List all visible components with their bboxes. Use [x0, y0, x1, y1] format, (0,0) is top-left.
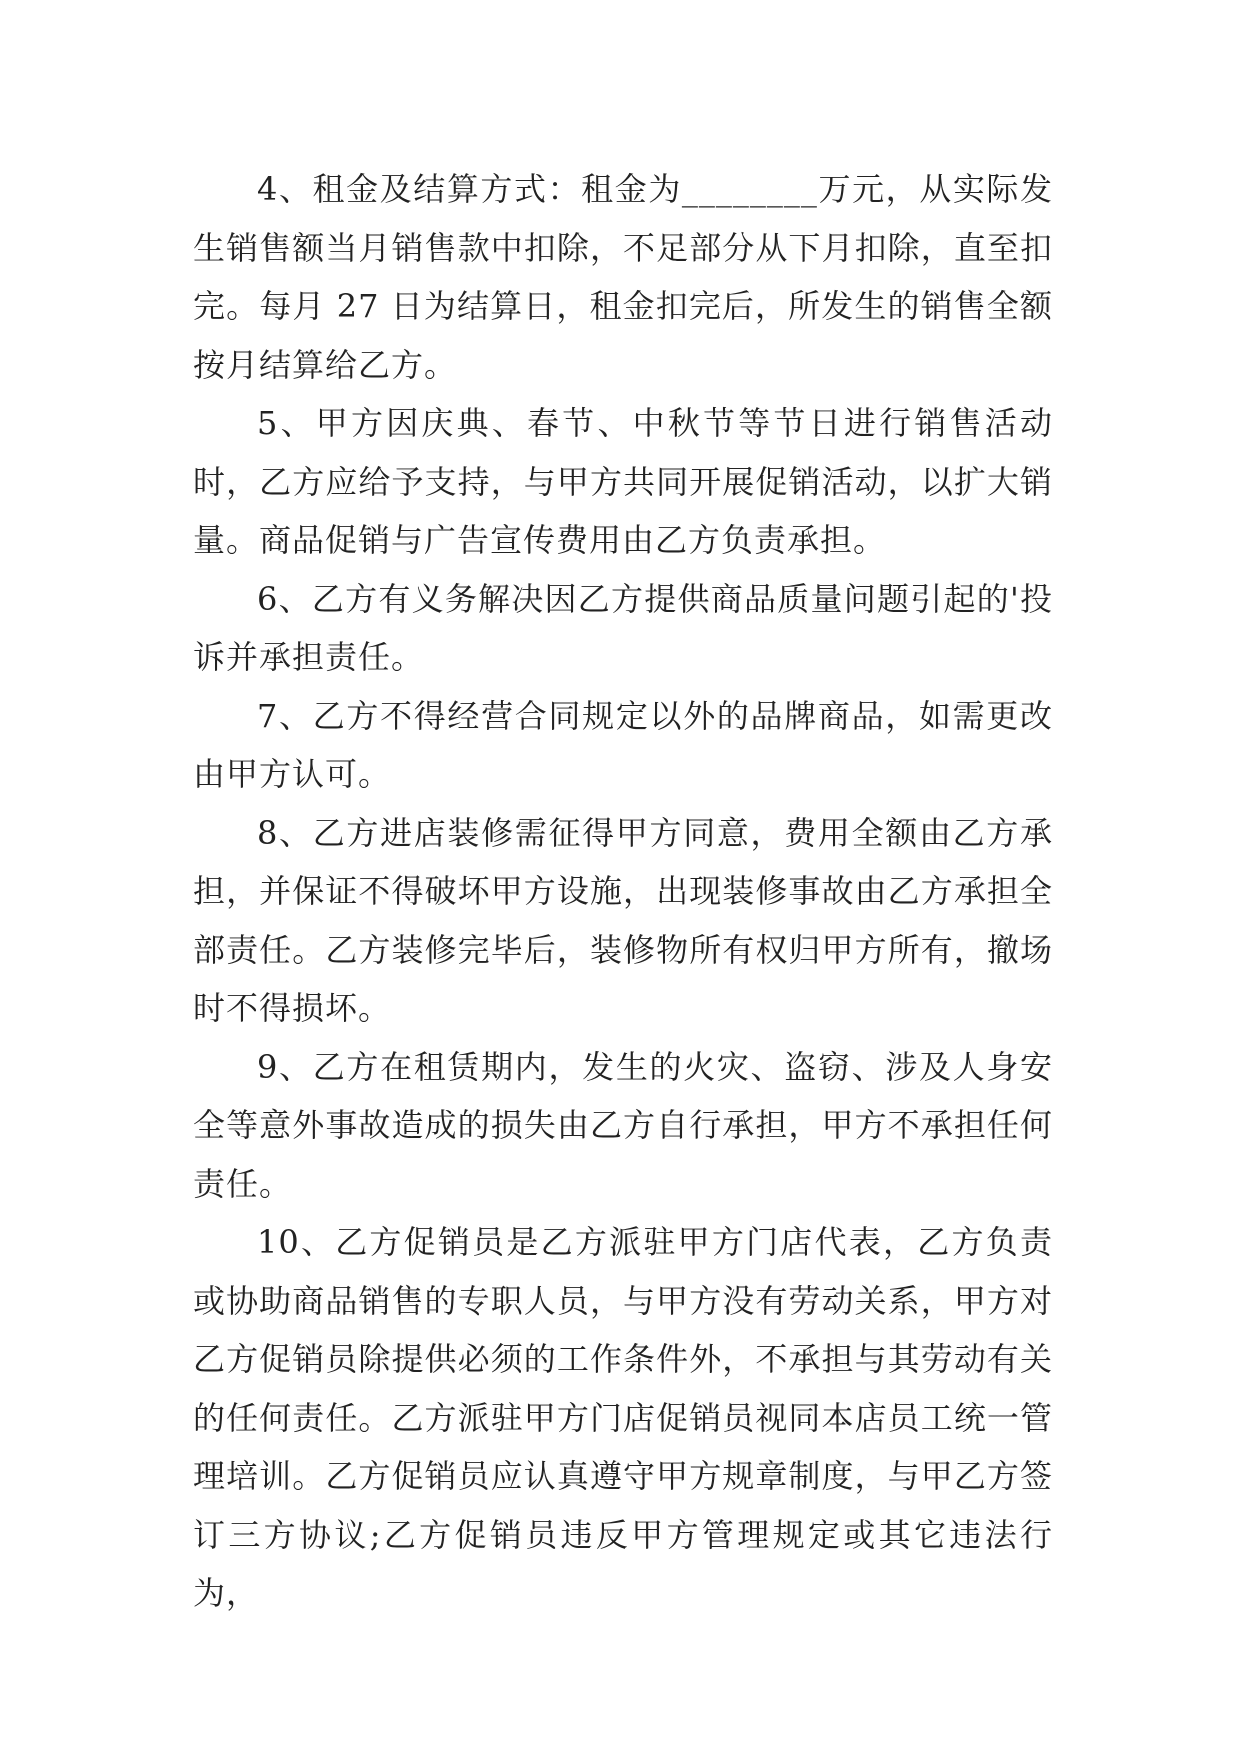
document-body	[193, 160, 1053, 1623]
clause-6-quality-complaints: 6、乙方有义务解决因乙方提供商品质量问题引起的'投诉并承担责任。	[193, 579, 1053, 676]
clause-9-accident-liability: 9、乙方在租赁期内，发生的火灾、盗窃、涉及人身安全等意外事故造成的损失由乙方自行承担，甲方不承担任何责任。	[193, 1047, 1053, 1203]
clause-10-promoter-staff: 10、乙方促销员是乙方派驻甲方门店代表，乙方负责或协助商品销售的专职人员，与甲方没有劳动关系，甲方对乙方促销员除提供必须的工作条件外，不承担与其劳动有关的任何责任。乙方派驻甲方门店促销员视同本店员工统一管理培训。乙方促销员应认真遵守甲方规章制度，与甲乙方签订三方协议;乙方促销员违反甲方管理规定或其它违法行为，	[193, 1223, 1053, 1612]
clause-4-rent-settlement: 4、租金及结算方式：租金为________万元，从实际发生销售额当月销售款中扣除，不足部分从下月扣除，直至扣完。每月 27 日为结算日，租金扣完后，所发生的销售全额按月结算给乙方。	[193, 170, 1053, 384]
clause-5-promotion-activities: 5、甲方因庆典、春节、中秋节等节日进行销售活动时，乙方应给予支持，与甲方共同开展促销活动，以扩大销量。商品促销与广告宣传费用由乙方负责承担。	[193, 404, 1053, 559]
clause-8-renovation: 8、乙方进店装修需征得甲方同意，费用全额由乙方承担，并保证不得破坏甲方设施，出现装修事故由乙方承担全部责任。乙方装修完毕后，装修物所有权归甲方所有，撤场时不得损坏。	[193, 813, 1053, 1027]
clause-7-brand-restriction: 7、乙方不得经营合同规定以外的品牌商品，如需更改由甲方认可。	[193, 696, 1053, 793]
